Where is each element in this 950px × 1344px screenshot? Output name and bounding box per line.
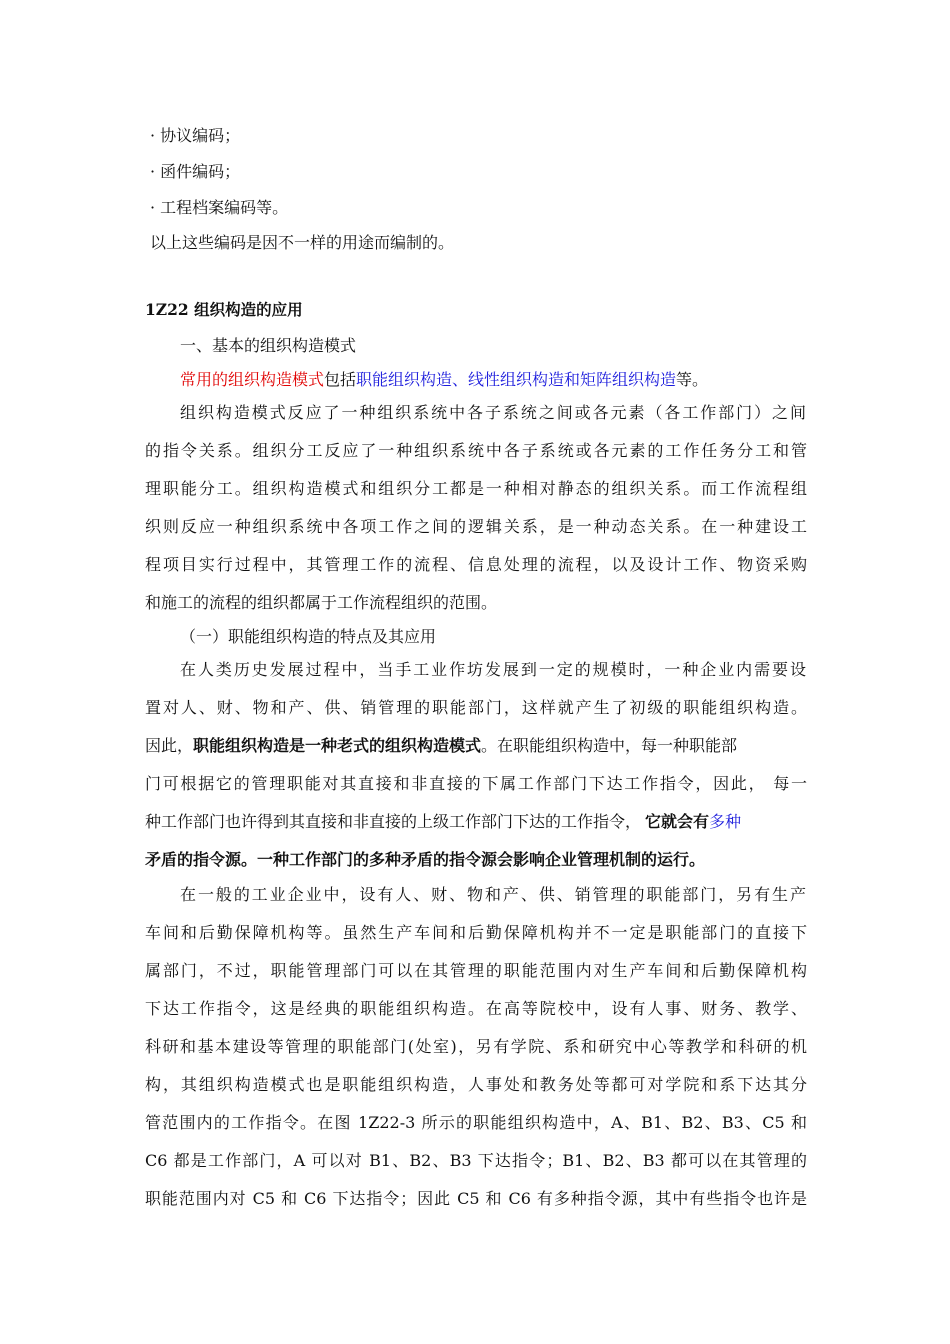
para2-line-5-start: 种工作部门也许得到其直接和非直接的上级工作部门下达的工作指令， [145, 812, 642, 831]
para2-line-5 [145, 812, 741, 832]
para2-line-3-end: 。在职能组织构造中，每一种职能部 [481, 736, 738, 755]
list-item-archive-code: · 工程档案编码等。 [150, 198, 289, 217]
common-modes-blue-text: 职能组织构造、线性组织构造和矩阵组织构造 [356, 370, 677, 389]
subheading-functional-structure: （一）职能组织构造的特点及其应用 [180, 627, 437, 646]
common-modes-red-text: 常用的组织构造模式 [180, 370, 325, 389]
para2-line-6: 矛盾的指令源。一种工作部门的多种矛盾的指令源会影响企业管理机制的运行。 [145, 850, 706, 869]
para2-line-5-emphasis: 它就会有 [645, 812, 710, 831]
para3-line-9: 职能范围内对 C5 和 C6 下达指令；因此 C5 和 C6 有多种指令源，其中有些指令也许是 [145, 1189, 807, 1208]
para1-line-4: 织则反应一种组织系统中各项工作之间的逻辑关系，是一种动态关系。在一种建设工 [145, 517, 807, 536]
para3-line-4: 下达工作指令，这是经典的职能组织构造。在高等院校中，设有人事、财务、教学、 [145, 999, 807, 1018]
para2-line-4: 门可根据它的管理职能对其直接和非直接的下属工作部门下达工作指令，因此， 每一 [145, 774, 807, 793]
subheading-basic-modes: 一、基本的组织构造模式 [180, 336, 357, 355]
para2-line-5-blue: 多种 [709, 812, 742, 831]
para3-line-2: 车间和后勤保障机构等。虽然生产车间和后勤保障机构并不一定是职能部门的直接下 [145, 923, 807, 942]
para3-line-5: 科研和基本建设等管理的职能部门(处室)，另有学院、系和研究中心等教学和科研的机 [145, 1037, 807, 1056]
common-modes-line [180, 370, 708, 390]
para2-line-3 [145, 736, 807, 756]
para2-line-3-start: 因此， [145, 736, 194, 755]
para2-line-2: 置对人、财、物和产、供、销管理的职能部门，这样就产生了初级的职能组织构造。 [145, 698, 807, 717]
para1-line-5: 程项目实行过程中，其管理工作的流程、信息处理的流程，以及设计工作、物资采购 [145, 555, 807, 574]
para3-line-1: 在一般的工业企业中，设有人、财、物和产、供、销管理的职能部门，另有生产 [180, 885, 806, 904]
para2-line-1: 在人类历史发展过程中，当手工业作坊发展到一定的规模时，一种企业内需要设 [180, 660, 806, 679]
list-item-letter-code: · 函件编码； [150, 162, 241, 181]
para1-line-2: 的指令关系。组织分工反应了一种组织系统中各子系统或各元素的工作任务分工和管 [145, 441, 807, 460]
section-title: 1Z22 组织构造的应用 [145, 300, 303, 319]
common-modes-end-text: 等。 [676, 370, 709, 389]
list-summary: 以上这些编码是因不一样的用途而编制的。 [150, 233, 455, 252]
para3-line-8: C6 都是工作部门，A 可以对 B1、B2、B3 下达指令；B1、B2、B3 都可以在其管理的 [145, 1151, 807, 1170]
common-modes-mid-text: 包括 [324, 370, 357, 389]
para3-line-7: 管范围内的工作指令。在图 1Z22-3 所示的职能组织构造中，A、B1、B2、B3、C5 和 [145, 1113, 807, 1132]
para3-line-3: 属部门，不过，职能管理部门可以在其管理的职能范围内对生产车间和后勤保障机构 [145, 961, 807, 980]
para2-line-3-emphasis: 职能组织构造是一种老式的组织构造模式 [193, 736, 482, 755]
para3-line-6: 构，其组织构造模式也是职能组织构造，人事处和教务处等都可对学院和系下达其分 [145, 1075, 807, 1094]
para1-line-1: 组织构造模式反应了一种组织系统中各子系统之间或各元素（各工作部门）之间 [180, 403, 806, 422]
para1-line-6: 和施工的流程的组织都属于工作流程组织的范围。 [145, 593, 498, 612]
para1-line-3: 理职能分工。组织构造模式和组织分工都是一种相对静态的组织关系。而工作流程组 [145, 479, 807, 498]
list-item-protocol-code: · 协议编码； [150, 126, 241, 145]
